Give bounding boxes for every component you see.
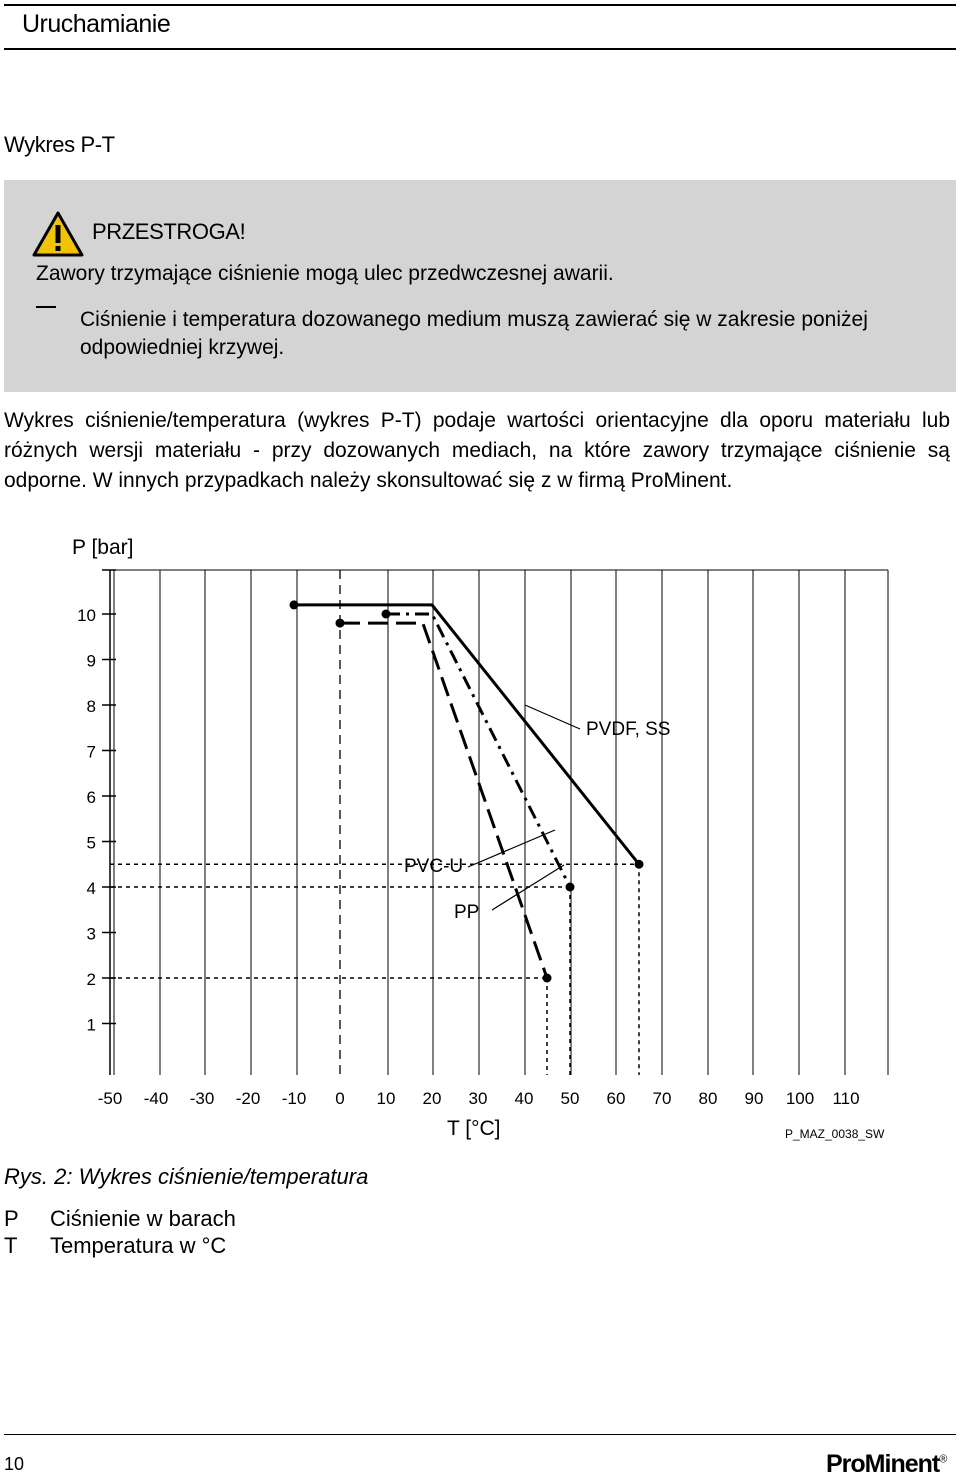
series-line bbox=[340, 623, 547, 978]
brand-name: ProMinent bbox=[826, 1450, 940, 1478]
x-tick-label: 50 bbox=[560, 1089, 580, 1108]
top-rule bbox=[4, 4, 956, 6]
legend-key-p: P bbox=[4, 1206, 19, 1231]
y-tick-label: 2 bbox=[86, 970, 96, 989]
y-tick-label: 6 bbox=[86, 788, 96, 807]
series-marker bbox=[382, 610, 391, 619]
x-tick-label: 100 bbox=[785, 1089, 815, 1108]
x-tick-label: 60 bbox=[606, 1089, 626, 1108]
series-line bbox=[386, 614, 570, 887]
x-tick-label: -10 bbox=[281, 1089, 307, 1108]
warning-triangle-icon bbox=[32, 210, 84, 258]
figure-code: P_MAZ_0038_SW bbox=[785, 1127, 885, 1141]
series-marker bbox=[290, 600, 299, 609]
series-label-pvdf: PVDF, SS bbox=[586, 719, 671, 740]
x-tick-label: 0 bbox=[335, 1089, 345, 1108]
figure-caption: Rys. 2: Wykres ciśnienie/temperatura bbox=[4, 1164, 369, 1189]
series-marker bbox=[566, 883, 575, 892]
list-dash bbox=[36, 306, 56, 308]
x-tick-label: 70 bbox=[652, 1089, 672, 1108]
intro-paragraph: Wykres ciśnienie/temperatura (wykres P-T) podaje wartości orientacyjne dla oporu materiału lub różnych wersji materiału - przy dozowanych mediach, na które zawory trzymające ciśnienie są odporne. W innych przypadkach należy skonsultować się z w firmą ProMinent. bbox=[4, 409, 950, 492]
series-marker bbox=[543, 974, 552, 983]
x-tick-label: -40 bbox=[143, 1089, 169, 1108]
y-tick-label: 7 bbox=[86, 742, 96, 762]
x-tick-label: 110 bbox=[832, 1089, 860, 1108]
pvcu-leader bbox=[468, 830, 555, 867]
x-tick-label: -30 bbox=[189, 1089, 215, 1108]
y-tick-label: 9 bbox=[86, 651, 96, 671]
y-tick-label: 3 bbox=[86, 924, 96, 944]
series-marker bbox=[336, 619, 345, 628]
y-tick-label: 4 bbox=[86, 879, 96, 898]
y-tick-label: 10 bbox=[77, 606, 96, 625]
x-tick-label: 80 bbox=[698, 1089, 718, 1108]
pvdf-leader bbox=[525, 705, 580, 729]
series-label-pvcu: PVC-U bbox=[404, 856, 464, 877]
y-tick-label: 8 bbox=[86, 697, 96, 716]
legend-value-t: Temperatura w °C bbox=[50, 1233, 227, 1258]
y-tick-label: 5 bbox=[86, 833, 96, 853]
series-label-pp: PP bbox=[454, 902, 480, 923]
page-number: 10 bbox=[4, 1454, 25, 1474]
x-tick-label: 40 bbox=[514, 1089, 534, 1108]
x-tick-label: 10 bbox=[376, 1089, 396, 1108]
series-marker bbox=[635, 860, 644, 869]
footer-rule bbox=[4, 1434, 956, 1435]
y-axis-label: P [bar] bbox=[72, 536, 134, 559]
x-tick-label: 20 bbox=[422, 1089, 442, 1108]
x-tick-label: -50 bbox=[97, 1089, 123, 1108]
section-title: Wykres P-T bbox=[4, 132, 115, 157]
legend-value-p: Ciśnienie w barach bbox=[50, 1206, 236, 1231]
warning-list-item: Ciśnienie i temperatura dozowanego medium muszą zawierać się w zakresie poniżej odpowiedniej krzywej. bbox=[80, 308, 868, 359]
x-tick-label: 30 bbox=[468, 1089, 488, 1108]
pt-chart bbox=[0, 530, 960, 1150]
page-title: Uruchamianie bbox=[22, 10, 171, 38]
legend-key-t: T bbox=[4, 1233, 18, 1258]
x-axis-label: T [°C] bbox=[447, 1117, 501, 1140]
y-tick-label: 1 bbox=[86, 1015, 96, 1035]
registered-mark: ® bbox=[939, 1453, 947, 1466]
x-tick-label: -20 bbox=[235, 1089, 261, 1108]
x-tick-label: 90 bbox=[744, 1089, 764, 1108]
header-rule bbox=[4, 48, 956, 50]
prominent-logo bbox=[826, 1450, 946, 1479]
warning-text: Zawory trzymające ciśnienie mogą ulec przedwczesnej awarii. bbox=[36, 262, 614, 285]
warning-title: PRZESTROGA! bbox=[92, 219, 246, 244]
